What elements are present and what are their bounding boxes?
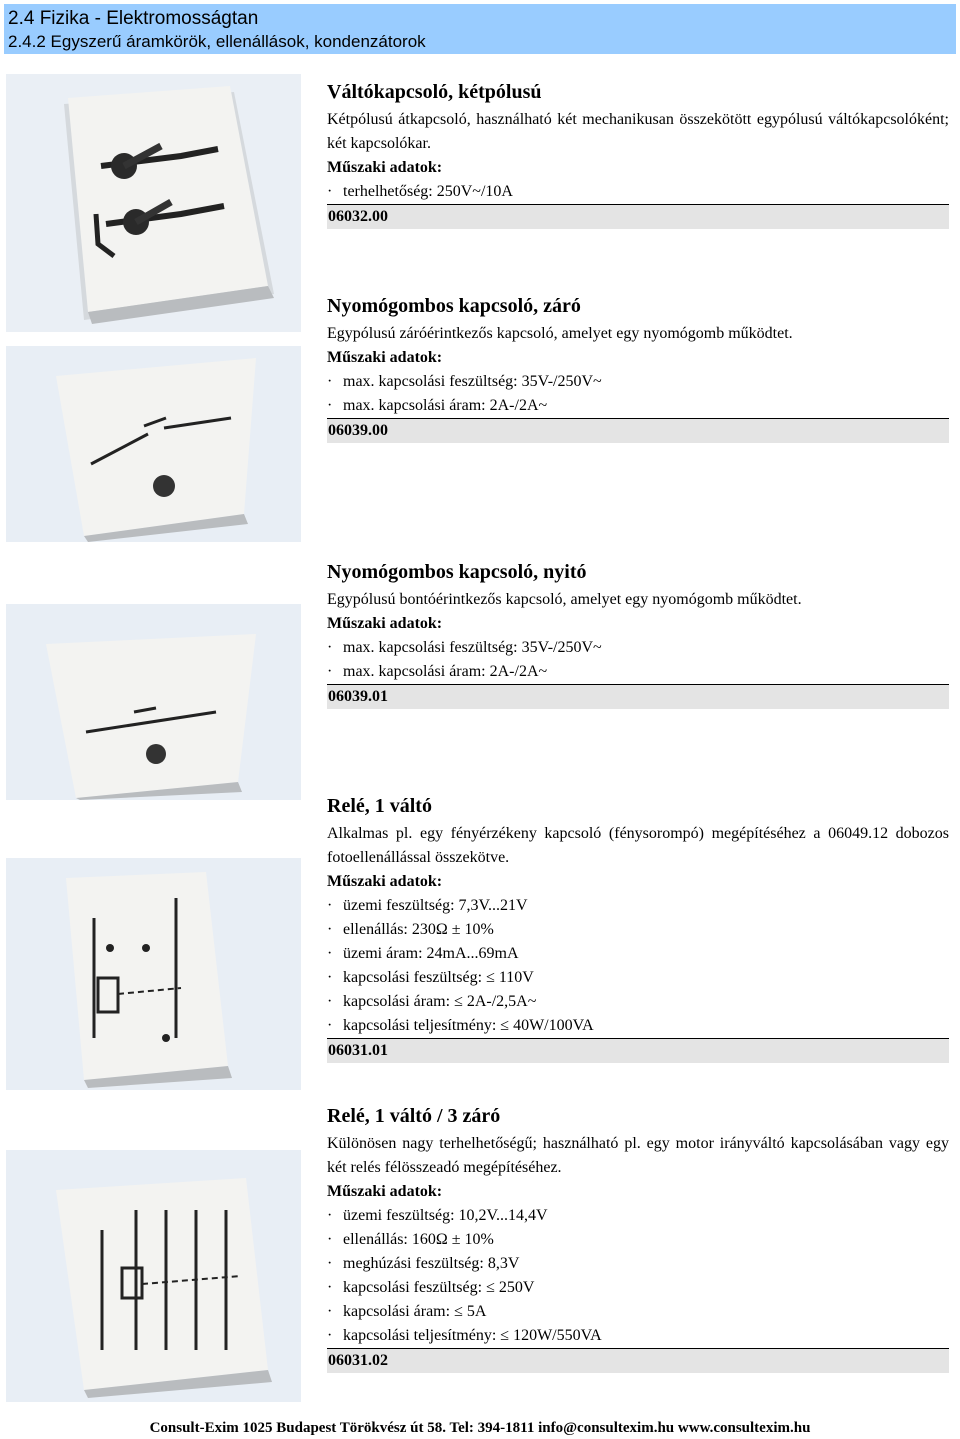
spec-item: · max. kapcsolási feszültség: 35V-/250V~ [327,373,602,390]
product-title: Relé, 1 váltó / 3 záró [327,1105,501,1127]
spec-item: · üzemi áram: 24mA...69mA [327,945,519,962]
spec-item: · max. kapcsolási áram: 2A-/2A~ [327,663,548,680]
product-block-relay-2 [327,1102,949,1373]
product-code: 06039.01 [327,684,949,709]
spec-item: · kapcsolási teljesítmény: ≤ 120W/550VA [327,1327,602,1344]
product-code: 06039.00 [327,418,949,443]
product-block-pushbutton-break [327,558,949,709]
spec-item: · kapcsolási áram: ≤ 5A [327,1303,487,1320]
product-block-changeover-switch [327,78,949,229]
product-description: Különösen nagy terhelhetőségű; használható pl. egy motor irányváltó kapcsolásában vagy egy két relés félösszeadó megépítéséhez. [327,1135,949,1176]
spec-item: · kapcsolási feszültség: ≤ 110V [327,969,534,986]
product-photo-pushbutton-break [6,604,301,800]
product-code: 06031.01 [327,1038,949,1063]
product-block-relay-1 [327,792,949,1063]
product-description: Kétpólusú átkapcsoló, használható két mechanikusan összekötött egypólusú váltókapcsolóként; két kapcsolókar. [327,111,949,152]
product-photo-relay-1 [6,858,301,1090]
product-block-pushbutton-make [327,292,949,443]
product-title: Nyomógombos kapcsoló, záró [327,295,581,317]
product-photo-changeover-switch [6,74,301,332]
product-description: Egypólusú záróérintkezős kapcsoló, amelyet egy nyomógomb működtet. [327,325,793,342]
product-title: Relé, 1 váltó [327,795,432,817]
section-title: 2.4 Fizika - Elektromosságtan [8,8,259,29]
page-header [4,4,956,54]
product-description: Egypólusú bontóérintkezős kapcsoló, amelyet egy nyomógomb működtet. [327,591,802,608]
spec-item: · kapcsolási teljesítmény: ≤ 40W/100VA [327,1017,594,1034]
spec-item: · ellenállás: 230Ω ± 10% [327,921,494,938]
product-title: Nyomógombos kapcsoló, nyitó [327,561,587,583]
spec-item: · max. kapcsolási feszültség: 35V-/250V~ [327,639,602,656]
spec-item: · üzemi feszültség: 10,2V...14,4V [327,1207,548,1224]
product-code: 06032.00 [327,204,949,229]
product-photo-pushbutton-make [6,346,301,542]
product-title: Váltókapcsoló, kétpólusú [327,81,542,103]
spec-item: · max. kapcsolási áram: 2A-/2A~ [327,397,548,414]
specs-heading: Műszaki adatok: [327,873,443,890]
specs-heading: Műszaki adatok: [327,159,443,176]
product-description: Alkalmas pl. egy fényérzékeny kapcsoló (fénysorompó) megépítéséhez a 06049.12 dobozos fotoellenállással összekötve. [327,825,949,866]
specs-heading: Műszaki adatok: [327,349,443,366]
specs-heading: Műszaki adatok: [327,1183,443,1200]
spec-item: · terhelhetőség: 250V~/10A [327,183,513,200]
spec-item: · üzemi feszültség: 7,3V...21V [327,897,528,914]
spec-item: · ellenállás: 160Ω ± 10% [327,1231,494,1248]
specs-heading: Műszaki adatok: [327,615,443,632]
page-footer: Consult-Exim 1025 Budapest Törökvész út 58. Tel: 394-1811 info@consultexim.hu www.consultexim.hu [149,1420,811,1436]
subsection-title: 2.4.2 Egyszerű áramkörök, ellenállások, kondenzátorok [8,32,426,51]
spec-item: · kapcsolási áram: ≤ 2A-/2,5A~ [327,993,537,1010]
spec-item: · meghúzási feszültség: 8,3V [327,1255,520,1272]
product-photo-relay-2 [6,1150,301,1402]
spec-item: · kapcsolási feszültség: ≤ 250V [327,1279,535,1296]
product-code: 06031.02 [327,1348,949,1373]
